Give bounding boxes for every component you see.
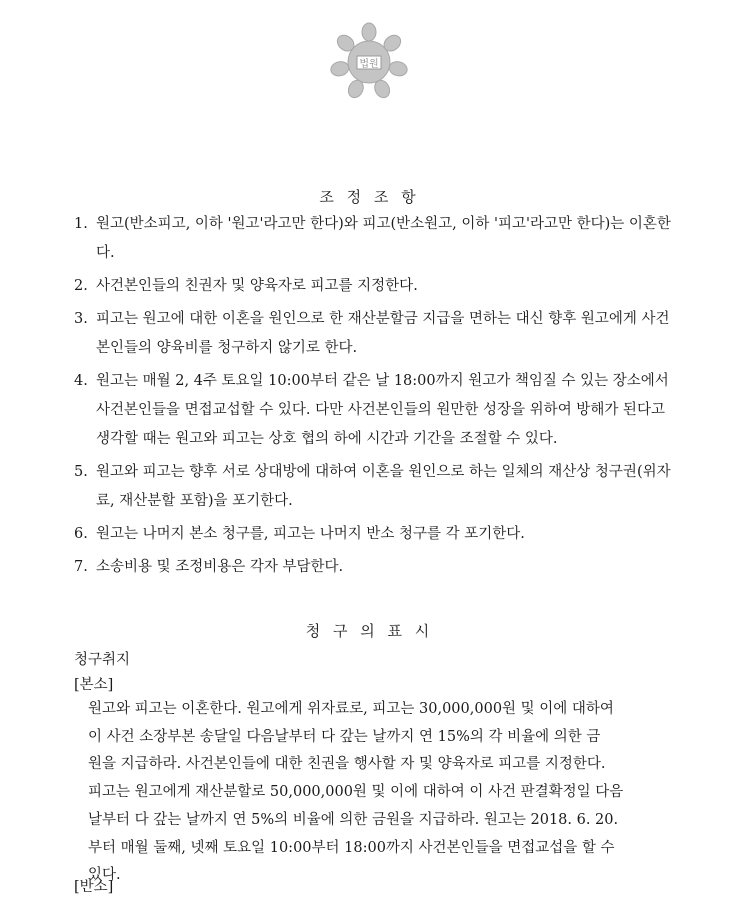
mediation-terms-list: [74, 210, 674, 586]
item-text: 피고는 원고에 대한 이혼을 원인으로 한 재산분할금 지급을 면하는 대신 향후 원고에게 사건본인들의 양육비를 청구하지 않기로 한다.: [96, 311, 670, 356]
item-text: 원고는 나머지 본소 청구를, 피고는 나머지 반소 청구를 각 포기한다.: [96, 526, 525, 542]
item-number: 7.: [74, 559, 88, 575]
emblem-label: 법원: [359, 59, 379, 70]
main-claim-line: 부터 매월 둘째, 넷째 토요일 10:00부터 18:00까지 사건본인들을 면접교섭을 할 수: [88, 839, 615, 856]
main-claim-label: [본소]: [74, 677, 114, 693]
item-number: 6.: [74, 526, 88, 542]
item-text: 원고(반소피고, 이하 '원고'라고만 한다)와 피고(반소원고, 이하 '피고'라고만 한다)는 이혼한다.: [96, 216, 671, 261]
item-number: 1.: [74, 216, 88, 232]
item-text: 사건본인들의 친권자 및 양육자로 피고를 지정한다.: [96, 278, 418, 294]
counter-claim-label: [반소]: [74, 879, 114, 895]
mediation-term-item: [74, 520, 674, 549]
mediation-term-item: [74, 553, 674, 582]
main-claim-line: 원을 지급하라. 사건본인들에 대한 친권을 행사할 자 및 양육자로 피고를 지정한다.: [88, 756, 606, 773]
item-text: 원고는 매월 2, 4주 토요일 10:00부터 같은 날 18:00까지 원고가 책임질 수 있는 장소에서 사건본인들을 면접교섭할 수 있다. 다만 사건본인들의 원만한 성장을 위하여 방해가 된다고 생각할 때는 원고와 피고는 상호 협의 하에 시간과 기간을 조절할 수 있다.: [96, 373, 669, 447]
item-number: 5.: [74, 464, 88, 480]
main-claim-line: 원고와 피고는 이혼한다. 원고에게 위자료로, 피고는 30,000,000원 및 이에 대하여: [88, 701, 614, 717]
item-number: 3.: [74, 311, 88, 327]
item-number: 2.: [74, 278, 88, 294]
main-claim-line: 있다.: [88, 867, 121, 884]
main-claim-line: 이 사건 소장부본 송달일 다음날부터 다 갚는 날까지 연 15%의 각 비율에 의한 금: [88, 728, 601, 745]
item-text: 원고와 피고는 향후 서로 상대방에 대하여 이혼을 원인으로 하는 일체의 재산상 청구권(위자료, 재산분할 포함)을 포기한다.: [96, 464, 671, 509]
claim-purpose-heading: 청구취지: [74, 652, 131, 668]
main-claim-body: [88, 696, 678, 890]
mediation-term-item: [74, 210, 674, 268]
mediation-term-item: [74, 305, 674, 363]
item-text: 소송비용 및 조정비용은 각자 부담한다.: [96, 559, 344, 575]
section-title-mediation-terms: 조 정 조 항: [319, 188, 420, 206]
mediation-term-item: [74, 367, 674, 454]
section-title-claim-statement: 청 구 의 표 시: [305, 622, 434, 640]
main-claim-line: 피고는 원고에게 재산분할로 50,000,000원 및 이에 대하여 이 사건 판결확정일 다음: [88, 784, 624, 801]
item-number: 4.: [74, 373, 88, 389]
mediation-term-item: [74, 458, 674, 516]
mediation-term-item: [74, 272, 674, 301]
court-emblem-icon: [330, 22, 408, 102]
main-claim-line: 날부터 다 갚는 날까지 연 5%의 비율에 의한 금원을 지급하라. 원고는 2018. 6. 20.: [88, 811, 619, 828]
